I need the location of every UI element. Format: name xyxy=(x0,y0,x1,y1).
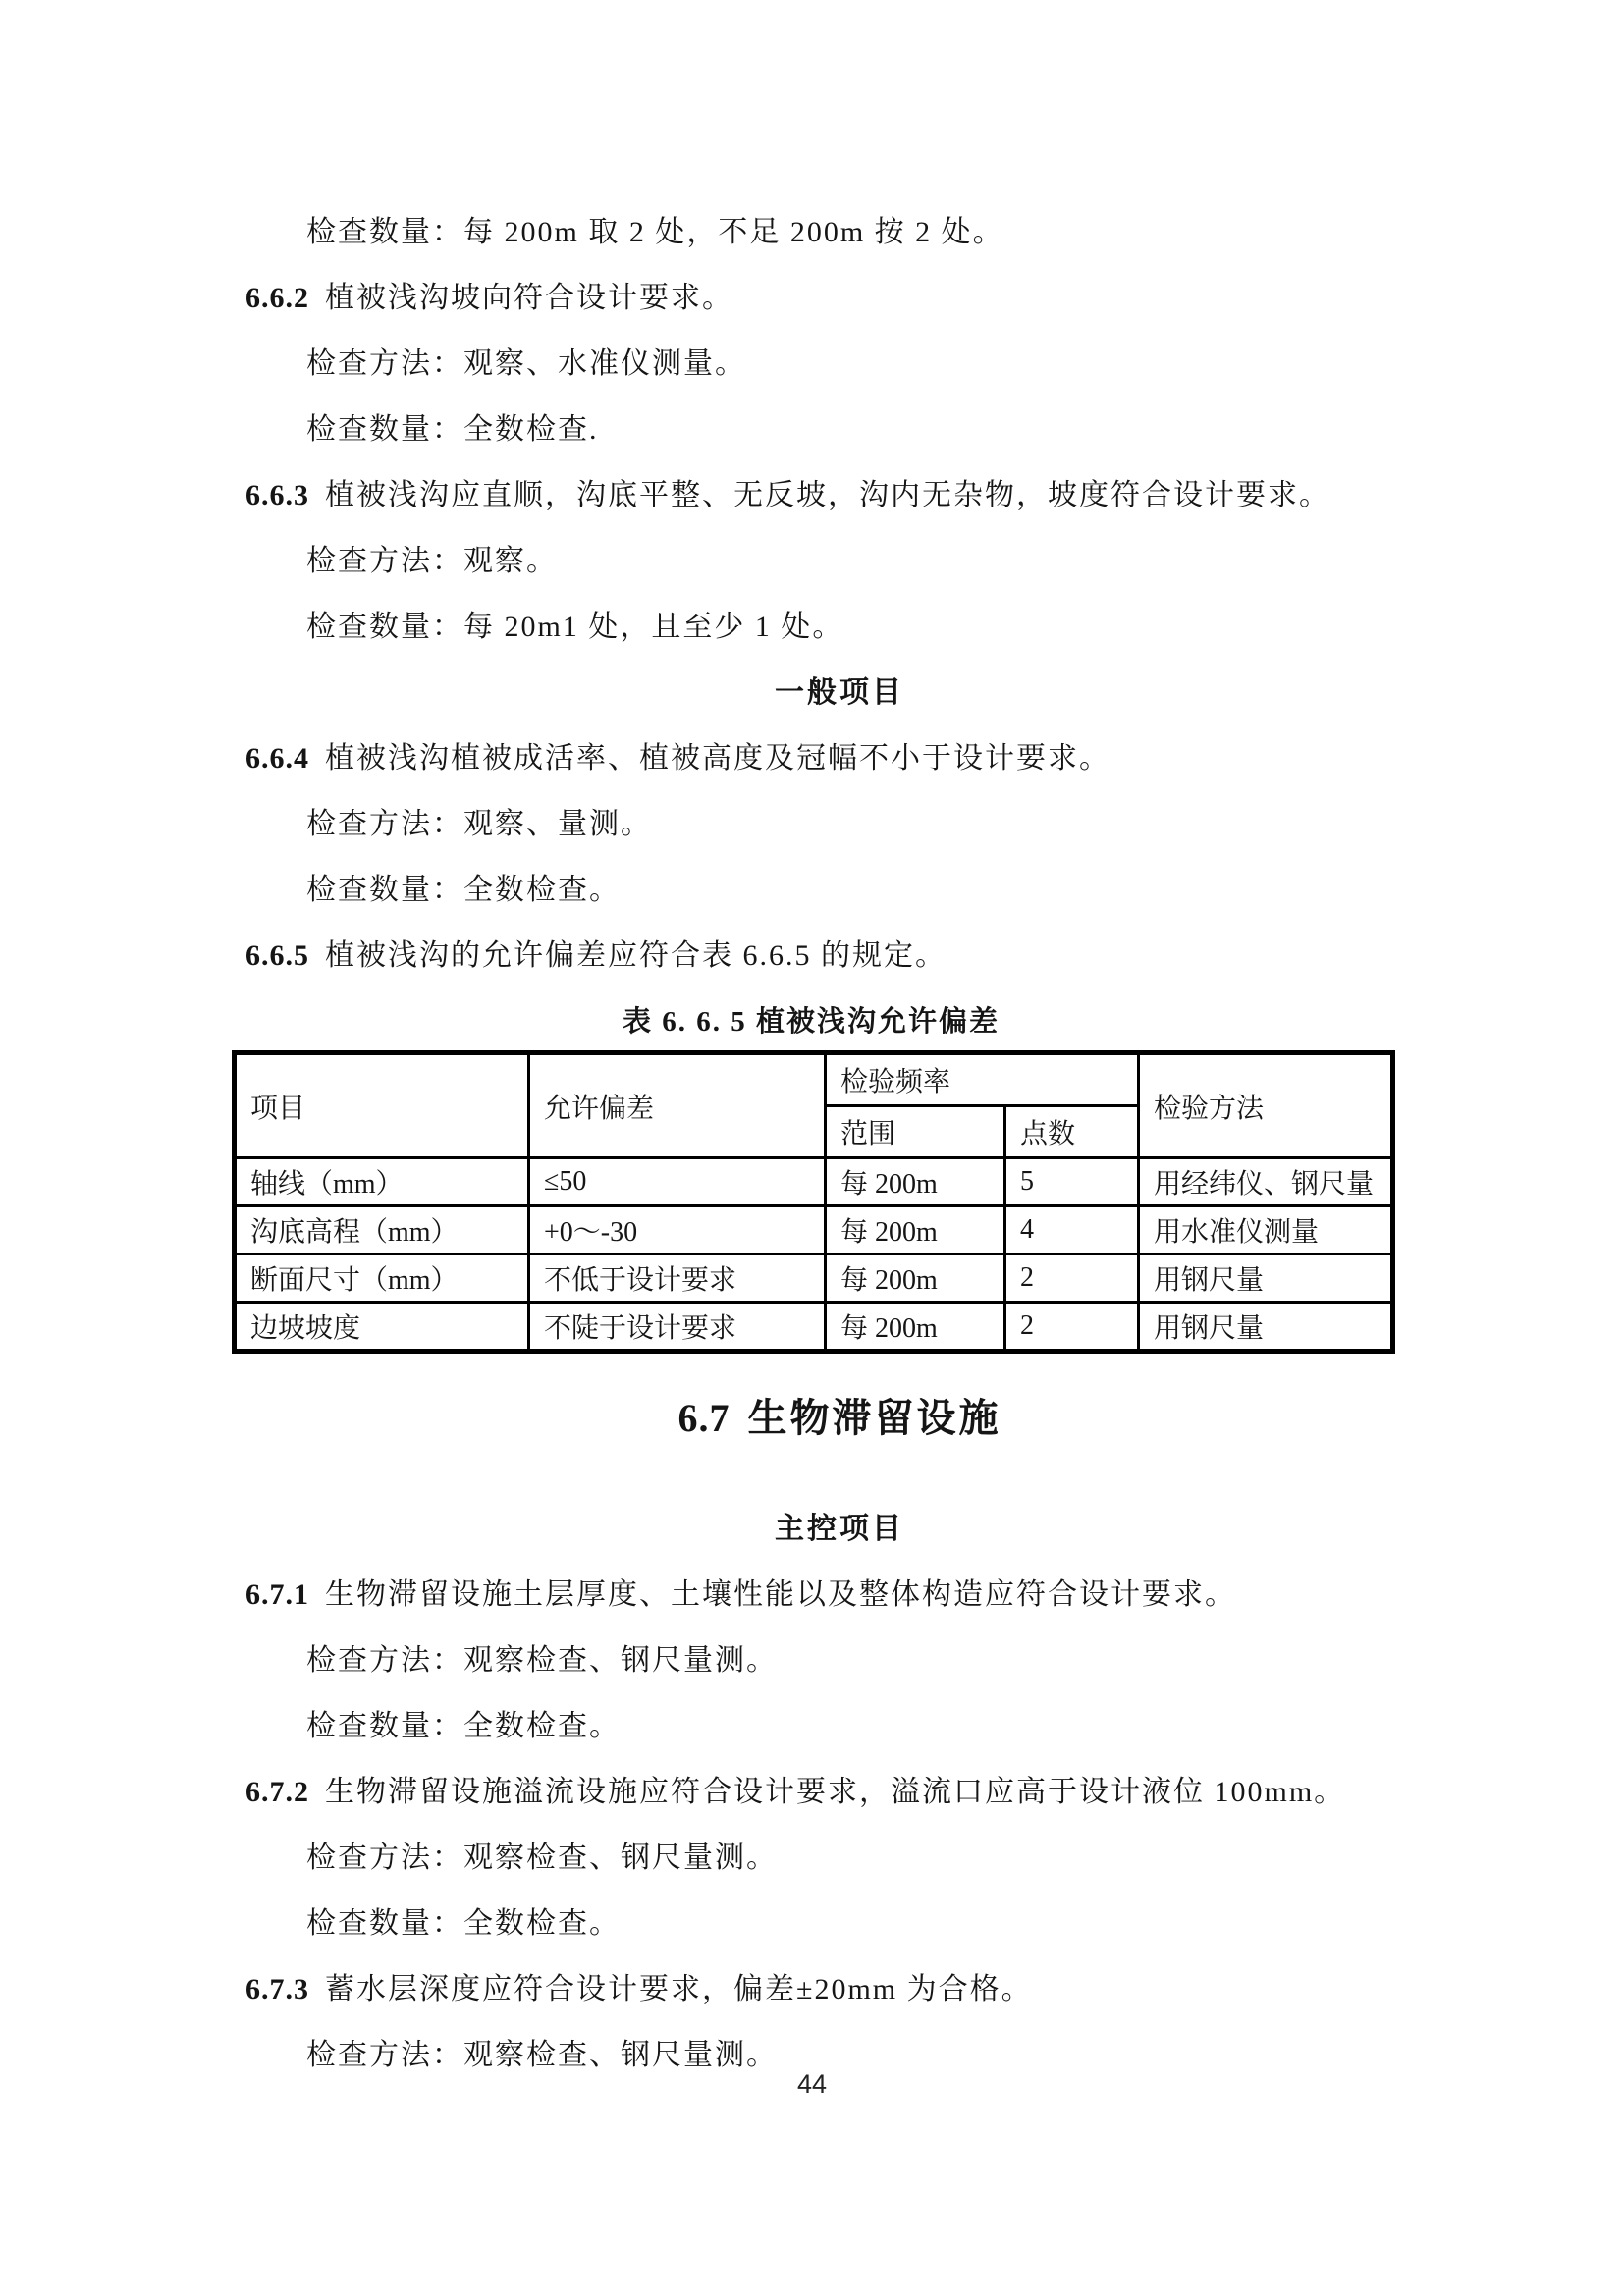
check-line: 检查方法：观察检查、钢尺量测。 xyxy=(306,1644,778,1677)
check-line: 检查方法：观察、量测。 xyxy=(306,808,652,840)
clause-6-6-3 xyxy=(245,479,1434,512)
page-content xyxy=(245,216,1434,2105)
check-line: 检查数量：全数检查。 xyxy=(306,874,621,906)
check-line: 检查方法：观察检查、钢尺量测。 xyxy=(306,2039,778,2071)
cell-tolerance: ≤50 xyxy=(529,1158,826,1206)
clause-text: 植被浅沟应直顺，沟底平整、无反坡，沟内无杂物，坡度符合设计要求。 xyxy=(325,479,1330,511)
table-row xyxy=(235,1158,1393,1206)
table-title: 表 6. 6. 5 植被浅沟允许偏差 xyxy=(622,1006,1000,1038)
table-header-row-1 xyxy=(235,1053,1393,1106)
header-frequency: 检验频率 xyxy=(826,1053,1139,1106)
clause-6-7-1 xyxy=(245,1578,1434,1612)
clause-text: 植被浅沟植被成活率、植被高度及冠幅不小于设计要求。 xyxy=(325,742,1110,774)
cell-item: 沟底高程（mm） xyxy=(235,1206,529,1255)
table-row xyxy=(235,1206,1393,1255)
check-line: 检查数量：全数检查. xyxy=(306,413,599,446)
section-6-7-body xyxy=(245,1578,1434,2072)
general-items-subheading: 一般项目 xyxy=(775,676,904,709)
header-range: 范围 xyxy=(826,1106,1005,1158)
clause-6-6-4 xyxy=(245,742,1434,775)
clause-text: 生物滞留设施溢流设施应符合设计要求，溢流口应高于设计液位 100mm。 xyxy=(325,1776,1346,1808)
check-line: 检查方法：观察、水准仪测量。 xyxy=(306,347,746,380)
clause-number: 6.6.5 xyxy=(245,939,309,972)
clause-number: 6.7.1 xyxy=(245,1578,309,1611)
cell-item: 断面尺寸（mm） xyxy=(235,1255,529,1303)
chapter-number: 6.7 xyxy=(677,1396,731,1440)
cell-method: 用水准仪测量 xyxy=(1139,1206,1393,1255)
chapter-heading xyxy=(245,1395,1434,1442)
cell-range: 每 200m xyxy=(826,1206,1005,1255)
check-line: 检查方法：观察。 xyxy=(306,545,558,577)
table-row xyxy=(235,1303,1393,1352)
cell-range: 每 200m xyxy=(826,1158,1005,1206)
header-points: 点数 xyxy=(1005,1106,1139,1158)
chapter-title-text: 生物滞留设施 xyxy=(747,1396,1001,1440)
cell-points: 5 xyxy=(1005,1158,1139,1206)
header-tolerance: 允许偏差 xyxy=(529,1053,826,1158)
cell-method: 用钢尺量 xyxy=(1139,1255,1393,1303)
cell-tolerance: +0～-30 xyxy=(529,1206,826,1255)
cell-range: 每 200m xyxy=(826,1255,1005,1303)
clause-number: 6.6.3 xyxy=(245,479,309,511)
clause-number: 6.7.3 xyxy=(245,1973,309,2005)
check-line: 检查数量：每 200m 取 2 处，不足 200m 按 2 处。 xyxy=(306,216,1004,248)
clause-6-7-3 xyxy=(245,1973,1434,2006)
clause-6-6-2 xyxy=(245,282,1434,315)
section-6-6-body xyxy=(245,216,1434,973)
check-line: 检查数量：每 20m1 处，且至少 1 处。 xyxy=(306,611,844,643)
clause-number: 6.6.2 xyxy=(245,282,309,314)
cell-range: 每 200m xyxy=(826,1303,1005,1352)
cell-points: 4 xyxy=(1005,1206,1139,1255)
main-control-subheading: 主控项目 xyxy=(775,1513,904,1545)
header-item: 项目 xyxy=(235,1053,529,1158)
check-line: 检查数量：全数检查。 xyxy=(306,1710,621,1742)
clause-text: 植被浅沟的允许偏差应符合表 6.6.5 的规定。 xyxy=(325,939,947,972)
table-body xyxy=(235,1158,1393,1352)
cell-item: 边坡坡度 xyxy=(235,1303,529,1352)
clause-text: 植被浅沟坡向符合设计要求。 xyxy=(325,282,733,314)
cell-item: 轴线（mm） xyxy=(235,1158,529,1206)
cell-points: 2 xyxy=(1005,1303,1139,1352)
clause-number: 6.6.4 xyxy=(245,742,309,774)
cell-method: 用钢尺量 xyxy=(1139,1303,1393,1352)
check-line: 检查数量：全数检查。 xyxy=(306,1907,621,1940)
table-row xyxy=(235,1255,1393,1303)
header-method: 检验方法 xyxy=(1139,1053,1393,1158)
clause-6-6-5 xyxy=(245,939,1434,973)
cell-tolerance: 不陡于设计要求 xyxy=(529,1303,826,1352)
clause-text: 蓄水层深度应符合设计要求，偏差±20mm 为合格。 xyxy=(325,1973,1033,2005)
clause-number: 6.7.2 xyxy=(245,1776,309,1808)
tolerance-table xyxy=(232,1050,1395,1354)
page-number: 44 xyxy=(796,2069,828,2099)
cell-method: 用经纬仪、钢尺量 xyxy=(1139,1158,1393,1206)
clause-text: 生物滞留设施土层厚度、土壤性能以及整体构造应符合设计要求。 xyxy=(325,1578,1236,1611)
cell-points: 2 xyxy=(1005,1255,1139,1303)
check-line: 检查方法：观察检查、钢尺量测。 xyxy=(306,1842,778,1874)
clause-6-7-2 xyxy=(245,1776,1434,1809)
cell-tolerance: 不低于设计要求 xyxy=(529,1255,826,1303)
